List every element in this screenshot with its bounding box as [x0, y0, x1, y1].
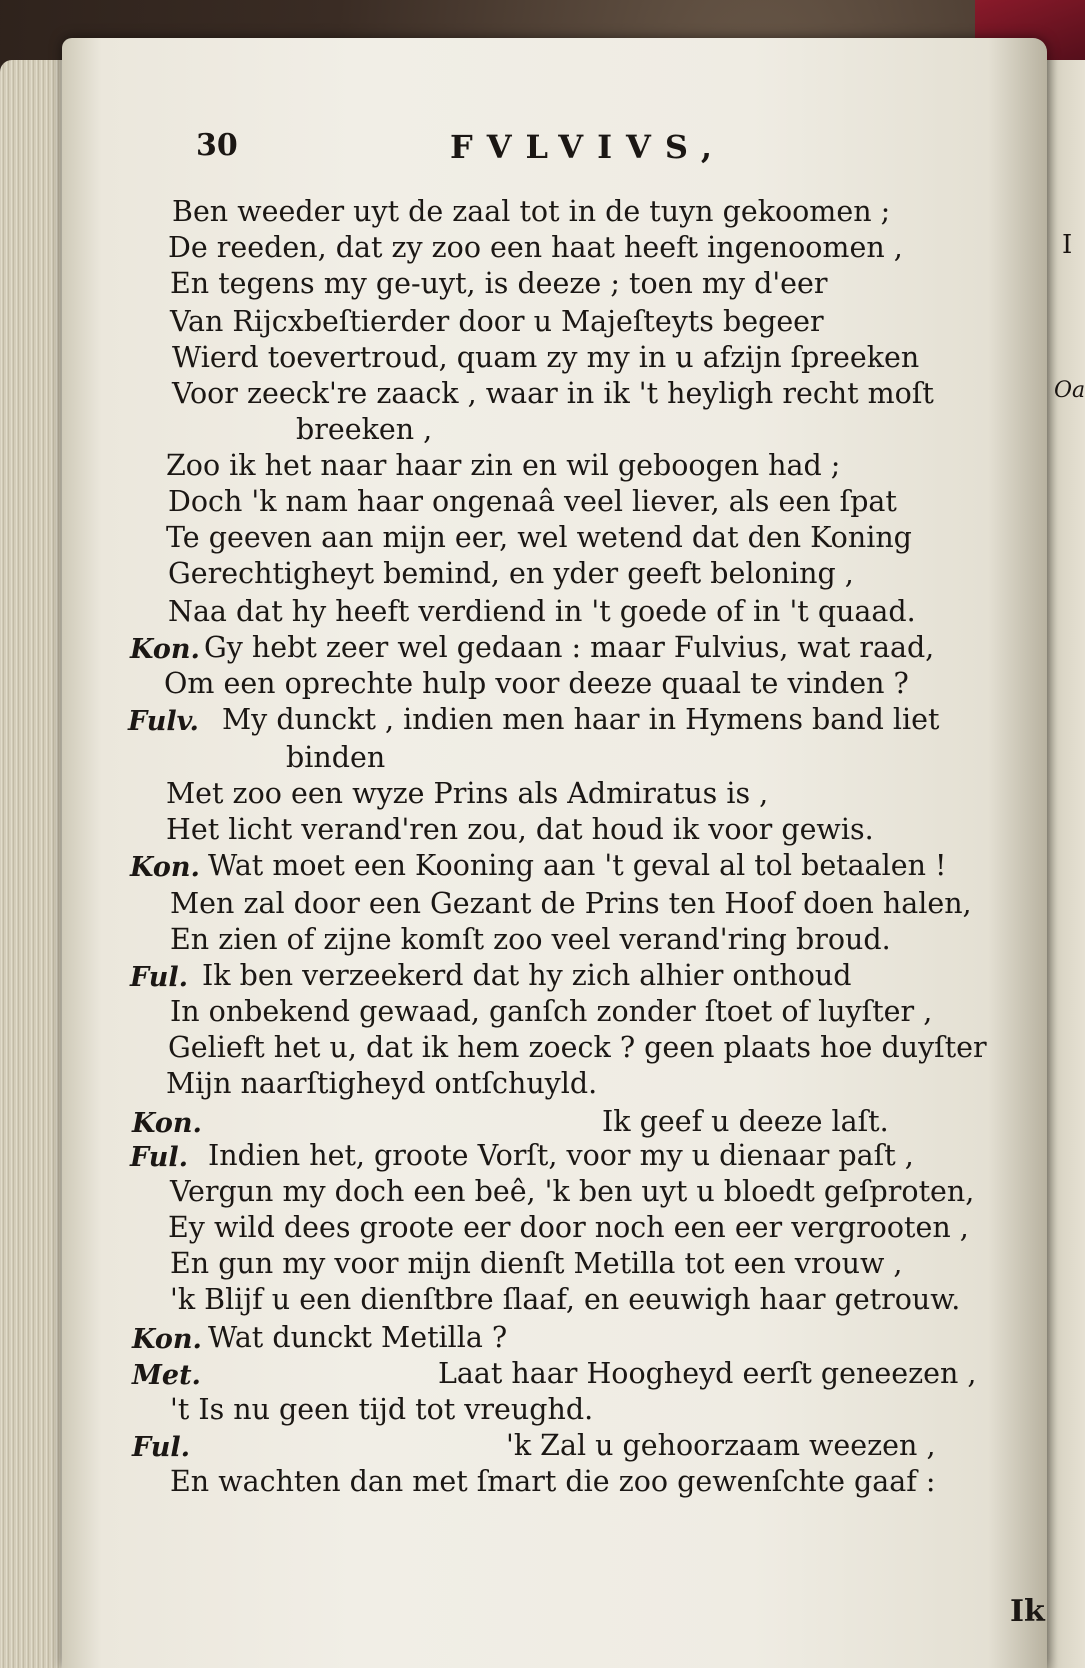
verse-line: 't Is nu geen tijd tot vreughd.: [170, 1393, 594, 1426]
verse-line: Indien het, groote Vorſt, voor my u dienaar paſt ,: [208, 1139, 914, 1172]
verse-line: Gelieft het u, dat ik hem zoeck ? geen plaats hoe duyſter: [168, 1031, 987, 1064]
verse-line: Gy hebt zeer wel gedaan : maar Fulvius, wat raad,: [204, 631, 935, 664]
page-text: [62, 38, 1047, 1668]
verse-line: Vergun my doch een beê, 'k ben uyt u bloedt geſproten,: [170, 1175, 975, 1208]
verse-line: Het licht verand'ren zou, dat houd ik voor gewis.: [166, 813, 874, 846]
verse-line: Laat haar Hoogheyd eerſt geneezen ,: [438, 1357, 977, 1390]
verse-line: Te geeven aan mijn eer, wel wetend dat den Koning: [166, 521, 912, 554]
verse-line: Zoo ik het naar haar zin en wil geboogen had ;: [166, 449, 841, 482]
verse-line: En zien of zijne komſt zoo veel verand'ring broud.: [170, 923, 891, 956]
speaker-label: Ful.: [130, 1142, 188, 1173]
book-page: [62, 38, 1047, 1668]
verse-line: My dunckt , indien men haar in Hymens band liet: [222, 703, 940, 736]
verse-line: Doch 'k nam haar ongenaâ veel liever, als een ſpat: [168, 485, 897, 518]
running-title: FVLVIVS,: [450, 128, 726, 166]
verse-line: breeken ,: [296, 413, 433, 446]
speaker-label: Ful.: [130, 962, 188, 993]
speaker-label: Met.: [132, 1360, 201, 1391]
verse-line: Ey wild dees groote eer door noch een eer vergrooten ,: [168, 1211, 969, 1244]
speaker-label: Kon.: [130, 634, 200, 665]
facing-page-fragment: Oa: [1054, 378, 1085, 403]
verse-line: Om een oprechte hulp voor deeze quaal te vinden ?: [164, 667, 909, 700]
verse-line: Men zal door een Gezant de Prins ten Hoof doen halen,: [170, 887, 972, 920]
verse-line: binden: [286, 741, 386, 774]
speaker-label: Kon.: [132, 1324, 202, 1355]
verse-line: En gun my voor mijn dienſt Metilla tot een vrouw ,: [170, 1247, 903, 1280]
speaker-label: Kon.: [130, 852, 200, 883]
catchword: Ik: [1010, 1594, 1045, 1629]
verse-line: Voor zeeck're zaack , waar in ik 't heyligh recht moſt: [172, 377, 934, 410]
facing-page-fragment: I: [1062, 230, 1073, 260]
verse-line: En tegens my ge-uyt, is deeze ; toen my d'eer: [170, 267, 828, 300]
verse-line: Mijn naarſtigheyd ontſchuyld.: [166, 1067, 598, 1100]
verse-line: Ben weeder uyt de zaal tot in de tuyn gekoomen ;: [172, 195, 891, 228]
verse-line: Wat dunckt Metilla ?: [208, 1321, 508, 1354]
verse-line: Gerechtigheyt bemind, en yder geeft beloning ,: [168, 557, 854, 590]
page-number: 30: [196, 128, 238, 163]
verse-line: Ik geef u deeze laſt.: [602, 1105, 889, 1138]
verse-line: Naa dat hy heeft verdiend in 't goede of in 't quaad.: [168, 595, 916, 628]
speaker-label: Fulv.: [128, 706, 199, 737]
verse-line: In onbekend gewaad, ganſch zonder ſtoet of luyſter ,: [170, 995, 933, 1028]
verse-line: Wierd toevertroud, quam zy my in u afzijn ſpreeken: [172, 341, 920, 374]
verse-line: 'k Blijf u een dienſtbre ſlaaf, en eeuwigh haar getrouw.: [170, 1283, 961, 1316]
verse-line: 'k Zal u gehoorzaam weezen ,: [506, 1429, 936, 1462]
verse-line: En wachten dan met ſmart die zoo gewenſchte gaaf :: [170, 1465, 936, 1498]
verse-line: Van Rijcxbeſtierder door u Majeſteyts begeer: [170, 305, 824, 338]
verse-line: Met zoo een wyze Prins als Admiratus is ,: [166, 777, 769, 810]
speaker-label: Ful.: [132, 1432, 190, 1463]
speaker-label: Kon.: [132, 1108, 202, 1139]
page-header: [132, 128, 1032, 168]
verse-line: Ik ben verzeekerd dat hy zich alhier onthoud: [202, 959, 852, 992]
verse-line: Wat moet een Kooning aan 't geval al tol betaalen !: [208, 849, 947, 882]
verse-line: De reeden, dat zy zoo een haat heeft ingenoomen ,: [168, 231, 903, 264]
